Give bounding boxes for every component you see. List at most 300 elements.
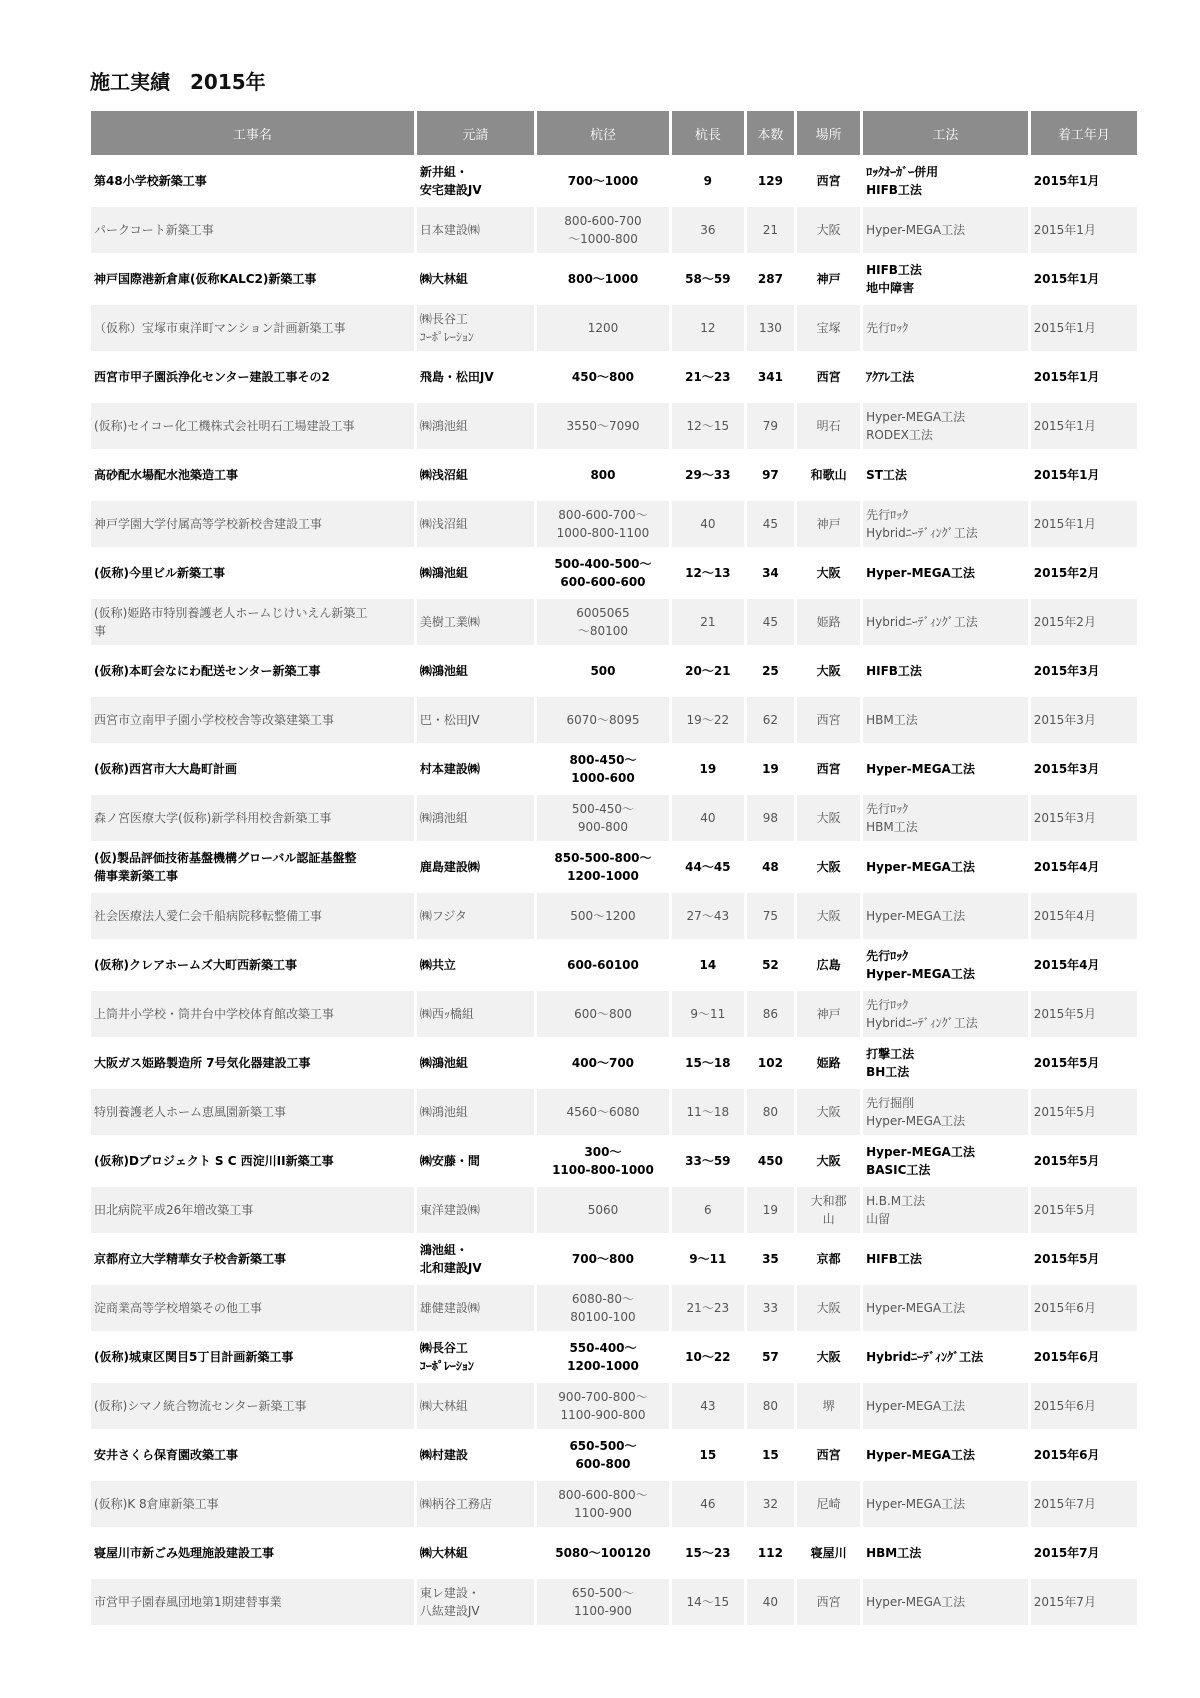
- cell-method: [863, 648, 1028, 694]
- cell-name: [91, 1530, 414, 1576]
- cell-start: 2015年6月: [1033, 1350, 1100, 1364]
- cell-count: 34: [762, 566, 779, 580]
- cell-name-line: 森ノ宮医療大学(仮称)新学科用校舎新築工事: [94, 811, 332, 825]
- cell-method-line: Hyper-MEGA工法: [866, 1301, 966, 1315]
- cell-diameter-line: 800～1000: [567, 272, 639, 286]
- cell-diameter-line: 650-500～: [571, 1586, 635, 1600]
- cell-contractor: [417, 1432, 534, 1478]
- cell-name-line: 社会医療法人愛仁会千船病院移転整備工事: [94, 909, 323, 923]
- cell-length: 12～13: [685, 566, 731, 580]
- cell-length: 9: [703, 174, 712, 188]
- cell-start: 2015年7月: [1033, 1546, 1100, 1560]
- cell-method-line: 打撃工法: [866, 1047, 915, 1061]
- cell-diameter: [537, 1285, 669, 1331]
- cell-start: 2015年6月: [1031, 1383, 1137, 1429]
- cell-contractor: [417, 746, 534, 792]
- cell-start: 2015年6月: [1033, 1448, 1100, 1462]
- table-row: [91, 1187, 1137, 1233]
- cell-diameter-line: 500: [590, 664, 616, 678]
- cell-diameter-line: 900-700-800～: [558, 1390, 648, 1404]
- cell-name-line: 特別養護老人ホーム恵風園新築工事: [94, 1105, 287, 1119]
- cell-count: 32: [747, 1481, 795, 1527]
- cell-diameter-line: 4560～6080: [566, 1105, 640, 1119]
- cell-method: [863, 1040, 1028, 1086]
- cell-name-line: 寝屋川市新ごみ処理施設建設工事: [94, 1546, 275, 1560]
- cell-name-line: (仮称)本町会なにわ配送センター新築工事: [94, 664, 321, 678]
- cell-name-line: 大阪ガス姫路製造所 7号気化器建設工事: [94, 1056, 311, 1070]
- table-row: [91, 1040, 1137, 1086]
- cell-name: [91, 1579, 414, 1625]
- cell-diameter: [537, 452, 669, 498]
- cell-method: [863, 1138, 1028, 1184]
- cell-start: 2015年5月: [1033, 1154, 1100, 1168]
- cell-method-line: HIFB工法: [866, 664, 922, 678]
- cell-diameter: [537, 795, 669, 841]
- cell-place: [797, 158, 860, 204]
- cell-place: [797, 746, 860, 792]
- cell-length: 46: [672, 1481, 744, 1527]
- cell-contractor: [417, 1138, 534, 1184]
- cell-diameter: [537, 942, 669, 988]
- cell-method: [863, 1579, 1028, 1625]
- cell-count: 450: [757, 1154, 783, 1168]
- cell-place: [797, 893, 860, 939]
- cell-diameter-line: 650-500～: [569, 1439, 637, 1453]
- cell-method-line: Hyper-MEGA工法: [866, 223, 966, 237]
- cell-diameter-line: 800-450～: [569, 753, 637, 767]
- cell-contractor: [417, 697, 534, 743]
- cell-diameter-line: ～80100: [577, 624, 629, 638]
- cell-contractor: [417, 991, 534, 1037]
- cell-count: 57: [762, 1350, 779, 1364]
- cell-method: [863, 1432, 1028, 1478]
- cell-diameter-line: 600-600-600: [560, 575, 646, 589]
- cell-place-line: 大阪: [816, 811, 841, 825]
- table-row: [91, 893, 1137, 939]
- cell-place: [797, 1481, 860, 1527]
- column-header-name: 工事名: [91, 111, 414, 155]
- cell-diameter-line: 1000-600: [571, 771, 635, 785]
- cell-diameter-line: 1100-900-800: [560, 1408, 646, 1422]
- cell-diameter-line: 1100-900: [574, 1604, 632, 1618]
- cell-contractor-line: 村本建設㈱: [419, 762, 480, 776]
- table-row: [91, 1334, 1137, 1380]
- cell-start: 2015年5月: [1031, 991, 1137, 1037]
- cell-count: 98: [747, 795, 795, 841]
- table-row: [91, 501, 1137, 547]
- cell-contractor-line: ㈱鴻池組: [419, 664, 468, 678]
- cell-place: [797, 942, 860, 988]
- cell-diameter-line: 500-450～: [571, 802, 635, 816]
- cell-contractor: [417, 795, 534, 841]
- cell-length: 40: [672, 501, 744, 547]
- cell-place: [797, 1383, 860, 1429]
- cell-length: 40: [672, 795, 744, 841]
- cell-count: 97: [762, 468, 779, 482]
- cell-place-line: 和歌山: [810, 468, 847, 482]
- cell-diameter: [537, 746, 669, 792]
- cell-start: 2015年7月: [1031, 1481, 1137, 1527]
- cell-method: [863, 746, 1028, 792]
- cell-start: 2015年5月: [1031, 1187, 1137, 1233]
- cell-length: 9～11: [689, 1252, 727, 1266]
- cell-diameter-line: 450～800: [571, 370, 635, 384]
- table-row: [91, 207, 1137, 253]
- cell-name-line: (仮称)姫路市特別養護老人ホームじけいえん新築工: [94, 606, 368, 620]
- cell-length: 21～23: [685, 370, 731, 384]
- cell-method: [863, 942, 1028, 988]
- cell-name: [91, 452, 414, 498]
- cell-contractor-line: 鴻池組・: [419, 1243, 468, 1257]
- cell-diameter: [537, 1187, 669, 1233]
- cell-place-line: 西宮: [816, 1448, 841, 1462]
- cell-diameter-line: 850-500-800～: [554, 851, 652, 865]
- cell-method-line: Hyper-MEGA工法: [866, 762, 975, 776]
- cell-method-line: Hybridﾆｰﾃﾞｨﾝｸﾞ工法: [866, 1350, 984, 1364]
- cell-diameter-line: 800-600-700: [564, 214, 642, 228]
- table-row: [91, 354, 1137, 400]
- cell-name-line: 備事業新築工事: [94, 869, 179, 883]
- cell-place-line: 西宮: [816, 174, 841, 188]
- cell-place: [797, 354, 860, 400]
- cell-place-line: 西宮: [816, 370, 841, 384]
- cell-name-line: (仮称)K 8倉庫新築工事: [94, 1497, 219, 1511]
- cell-method: [863, 1236, 1028, 1282]
- cell-method-line: BH工法: [866, 1065, 910, 1079]
- cell-place-line: 神戸: [816, 517, 841, 531]
- cell-start: 2015年1月: [1033, 370, 1100, 384]
- cell-contractor: [417, 158, 534, 204]
- cell-count: 25: [762, 664, 779, 678]
- cell-diameter: [537, 158, 669, 204]
- cell-name-line: 西宮市甲子園浜浄化センター建設工事その2: [94, 370, 330, 384]
- cell-name: [91, 893, 414, 939]
- cell-name-line: 神戸学園大学付属高等学校新校舎建設工事: [94, 517, 323, 531]
- cell-place: [797, 991, 860, 1037]
- cell-diameter: [537, 1579, 669, 1625]
- cell-length: 27～43: [672, 893, 744, 939]
- cell-diameter: [537, 991, 669, 1037]
- cell-start: 2015年2月: [1031, 599, 1137, 645]
- cell-count: 19: [747, 1187, 795, 1233]
- cell-place-line: 大和郡: [810, 1194, 847, 1208]
- cell-name: [91, 256, 414, 302]
- cell-contractor-line: ㈱村建設: [419, 1448, 468, 1462]
- cell-method-line: Hybridﾆｰﾃﾞｨﾝｸﾞ工法: [866, 1016, 978, 1030]
- cell-place-line: 大阪: [816, 1105, 841, 1119]
- cell-contractor-line: ㈱長谷工: [419, 312, 468, 326]
- cell-diameter-line: 600-800: [575, 1457, 631, 1471]
- cell-contractor: [417, 305, 534, 351]
- cell-method-line: Hyper-MEGA工法: [866, 860, 975, 874]
- cell-start: 2015年3月: [1031, 697, 1137, 743]
- table-body: [91, 158, 1137, 1625]
- cell-method: [863, 550, 1028, 596]
- cell-diameter: [537, 354, 669, 400]
- cell-name: [91, 403, 414, 449]
- cell-contractor-line: ㈱安藤・間: [419, 1154, 480, 1168]
- table-row: [91, 1383, 1137, 1429]
- cell-place: [797, 697, 860, 743]
- cell-count: 15: [762, 1448, 779, 1462]
- cell-contractor-line: ㈱鴻池組: [419, 419, 468, 433]
- cell-method-line: HIFB工法: [866, 263, 922, 277]
- cell-count: 341: [757, 370, 783, 384]
- cell-length: 33～59: [685, 1154, 731, 1168]
- cell-method: [863, 1285, 1028, 1331]
- column-header-start: 着工年月: [1031, 111, 1137, 155]
- cell-diameter: [537, 305, 669, 351]
- cell-place-line: 西宮: [816, 1595, 841, 1609]
- column-header-length: 杭長: [672, 111, 744, 155]
- cell-diameter: [537, 599, 669, 645]
- cell-method: [863, 1383, 1028, 1429]
- cell-contractor-line: 鹿島建設㈱: [419, 860, 480, 874]
- cell-name: [91, 550, 414, 596]
- cell-place-line: 山: [822, 1212, 835, 1226]
- cell-place-line: 広島: [816, 958, 841, 972]
- cell-length: 9～11: [672, 991, 744, 1037]
- cell-place-line: 大阪: [816, 566, 841, 580]
- cell-contractor-line: ｺｰﾎﾟﾚｰｼｮﾝ: [419, 330, 474, 344]
- cell-count: 62: [747, 697, 795, 743]
- cell-method: [863, 1334, 1028, 1380]
- cell-name: [91, 1285, 414, 1331]
- cell-place: [797, 1138, 860, 1184]
- cell-method-line: 先行ﾛｯｸ: [866, 321, 909, 335]
- cell-diameter: [537, 844, 669, 890]
- cell-place-line: 西宮: [816, 713, 841, 727]
- cell-name-line: (仮称)城東区関目5丁目計画新築工事: [94, 1350, 294, 1364]
- cell-method: [863, 1481, 1028, 1527]
- cell-count: 112: [757, 1546, 783, 1560]
- cell-diameter: [537, 1530, 669, 1576]
- column-header-diameter: 杭径: [537, 111, 669, 155]
- cell-name: [91, 1432, 414, 1478]
- cell-name: [91, 991, 414, 1037]
- cell-diameter-line: 400～700: [571, 1056, 635, 1070]
- table-row: [91, 256, 1137, 302]
- cell-length: 21: [672, 599, 744, 645]
- cell-diameter-line: 1100-800-1000: [552, 1163, 654, 1177]
- cell-contractor-line: 日本建設㈱: [419, 223, 480, 237]
- cell-method: [863, 697, 1028, 743]
- cell-start: 2015年3月: [1033, 664, 1100, 678]
- cell-diameter-line: 500～1200: [570, 909, 636, 923]
- cell-name: [91, 599, 414, 645]
- cell-place-line: 京都: [816, 1252, 841, 1266]
- cell-contractor: [417, 1040, 534, 1086]
- cell-method-line: Hyper-MEGA工法: [866, 410, 966, 424]
- cell-diameter-line: 5060: [587, 1203, 619, 1217]
- cell-length: 44～45: [685, 860, 731, 874]
- cell-contractor-line: ㈱鴻池組: [419, 566, 468, 580]
- cell-method-line: Hyper-MEGA工法: [866, 1448, 975, 1462]
- cell-name-line: 第48小学校新築工事: [94, 174, 207, 188]
- cell-name-line: 市営甲子園春風団地第1期建替事業: [94, 1595, 282, 1609]
- cell-method: [863, 599, 1028, 645]
- cell-method-line: ｱｸｱﾚ工法: [866, 370, 915, 384]
- table-row: [91, 697, 1137, 743]
- cell-method-line: 先行掘削: [866, 1096, 915, 1110]
- cell-name-line: (仮称)Dプロジェクト S C 西淀川II新築工事: [94, 1154, 334, 1168]
- cell-method-line: 地中障害: [866, 281, 915, 295]
- table-row: [91, 795, 1137, 841]
- cell-diameter-line: 550-400～: [569, 1341, 637, 1355]
- cell-method: [863, 354, 1028, 400]
- cell-contractor-line: ㈱鴻池組: [419, 1056, 468, 1070]
- cell-diameter: [537, 1432, 669, 1478]
- cell-count: 45: [747, 599, 795, 645]
- cell-start: 2015年4月: [1033, 860, 1100, 874]
- cell-name: [91, 158, 414, 204]
- cell-method: [863, 501, 1028, 547]
- cell-contractor: [417, 354, 534, 400]
- cell-contractor-line: ㈱フジタ: [419, 909, 467, 923]
- cell-method: [863, 305, 1028, 351]
- cell-count: 102: [757, 1056, 783, 1070]
- cell-name: [91, 1187, 414, 1233]
- cell-place-line: 堺: [822, 1399, 835, 1413]
- table-row: [91, 991, 1137, 1037]
- cell-method-line: RODEX工法: [866, 428, 933, 442]
- cell-method-line: HBM工法: [866, 820, 918, 834]
- cell-contractor: [417, 1187, 534, 1233]
- cell-name: [91, 1236, 414, 1282]
- cell-length: 19: [699, 762, 717, 776]
- cell-diameter-line: 700～800: [571, 1252, 635, 1266]
- cell-count: 19: [762, 762, 779, 776]
- table-row: [91, 844, 1137, 890]
- cell-contractor: [417, 1285, 534, 1331]
- cell-contractor-line: ㈱共立: [419, 958, 456, 972]
- cell-name-line: 神戸国際港新倉庫(仮称KALC2)新築工事: [94, 272, 317, 286]
- cell-diameter-line: ～1000-800: [568, 232, 638, 246]
- cell-start: 2015年3月: [1033, 762, 1100, 776]
- cell-count: 33: [747, 1285, 795, 1331]
- cell-start: 2015年1月: [1031, 501, 1137, 547]
- cell-place-line: 神戸: [816, 272, 841, 286]
- cell-diameter-line: 800-600-700～: [558, 508, 648, 522]
- cell-contractor: [417, 207, 534, 253]
- cell-contractor-line: ㈱浅沼組: [419, 517, 468, 531]
- cell-place: [797, 1040, 860, 1086]
- cell-contractor-line: 北和建設JV: [419, 1261, 482, 1275]
- cell-diameter: [537, 550, 669, 596]
- cell-diameter: [537, 1040, 669, 1086]
- cell-name-line: (仮称)今里ビル新築工事: [94, 566, 225, 580]
- cell-name: [91, 648, 414, 694]
- column-header-method: 工法: [863, 111, 1028, 155]
- cell-name-line: 上筒井小学校・筒井台中学校体育館改築工事: [94, 1007, 335, 1021]
- cell-diameter-line: 600-60100: [567, 958, 639, 972]
- cell-method-line: ﾛｯｸｵｰｶﾞｰ併用: [866, 165, 939, 179]
- cell-place-line: 西宮: [816, 762, 841, 776]
- cell-method-line: Hyper-MEGA工法: [866, 1145, 975, 1159]
- cell-diameter: [537, 893, 669, 939]
- cell-length: 6: [672, 1187, 744, 1233]
- cell-method: [863, 207, 1028, 253]
- cell-method-line: HBM工法: [866, 1546, 922, 1560]
- cell-diameter-line: 1200-1000: [567, 1359, 639, 1373]
- cell-diameter-line: 1200: [587, 321, 619, 335]
- cell-diameter-line: 6070～8095: [566, 713, 640, 727]
- cell-place-line: 姫路: [816, 1056, 841, 1070]
- table-row: [91, 648, 1137, 694]
- cell-start: 2015年5月: [1031, 1089, 1137, 1135]
- cell-start: 2015年5月: [1033, 1056, 1100, 1070]
- page-title: 施工実績 2015年: [90, 70, 266, 94]
- cell-name: [91, 354, 414, 400]
- cell-contractor-line: 安宅建設JV: [419, 183, 482, 197]
- cell-contractor-line: 巴・松田JV: [419, 713, 480, 727]
- cell-place: [797, 452, 860, 498]
- cell-name-line: (仮称)セイコー化工機株式会社明石工場建設工事: [94, 419, 355, 433]
- cell-diameter: [537, 1481, 669, 1527]
- cell-count: 80: [747, 1089, 795, 1135]
- cell-count: 75: [747, 893, 795, 939]
- cell-length: 14～15: [672, 1579, 744, 1625]
- cell-place-line: 明石: [816, 419, 841, 433]
- cell-name-line: 京都府立大学精華女子校舎新築工事: [94, 1252, 287, 1266]
- cell-method-line: 先行ﾛｯｸ: [866, 949, 909, 963]
- cell-length: 11～18: [672, 1089, 744, 1135]
- cell-contractor: [417, 1383, 534, 1429]
- cell-diameter: [537, 1383, 669, 1429]
- cell-start: 2015年1月: [1031, 305, 1137, 351]
- cell-place-line: 大阪: [816, 664, 841, 678]
- cell-method: [863, 158, 1028, 204]
- table-row: [91, 746, 1137, 792]
- cell-place: [797, 1089, 860, 1135]
- cell-place-line: 姫路: [816, 615, 841, 629]
- cell-diameter-line: 1200-1000: [567, 869, 639, 883]
- cell-method-line: HIFB工法: [866, 1252, 922, 1266]
- cell-diameter: [537, 207, 669, 253]
- cell-contractor: [417, 893, 534, 939]
- cell-contractor-line: 美樹工業㈱: [419, 615, 480, 629]
- cell-diameter: [537, 1089, 669, 1135]
- cell-count: 45: [747, 501, 795, 547]
- cell-place: [797, 207, 860, 253]
- cell-place: [797, 795, 860, 841]
- cell-method-line: Hyper-MEGA工法: [866, 909, 966, 923]
- cell-place: [797, 599, 860, 645]
- table-row: [91, 1530, 1137, 1576]
- table-row: [91, 1089, 1137, 1135]
- cell-count: 86: [747, 991, 795, 1037]
- cell-method-line: Hybridﾆｰﾃﾞｨﾝｸﾞ工法: [866, 615, 978, 629]
- cell-place-line: 宝塚: [816, 321, 841, 335]
- cell-diameter: [537, 697, 669, 743]
- cell-diameter: [537, 501, 669, 547]
- cell-start: 2015年2月: [1033, 566, 1100, 580]
- cell-name: [91, 697, 414, 743]
- cell-length: 29～33: [685, 468, 731, 482]
- cell-length: 14: [699, 958, 717, 972]
- cell-method-line: ST工法: [866, 468, 907, 482]
- cell-length: 58～59: [685, 272, 731, 286]
- cell-diameter-line: 800: [590, 468, 616, 482]
- cell-start: 2015年5月: [1033, 1252, 1100, 1266]
- cell-length: 43: [672, 1383, 744, 1429]
- cell-diameter-line: 300～: [584, 1145, 622, 1159]
- header-row: [91, 111, 1137, 155]
- cell-contractor: [417, 844, 534, 890]
- cell-diameter-line: 600～800: [574, 1007, 632, 1021]
- cell-length: 12: [672, 305, 744, 351]
- cell-contractor: [417, 942, 534, 988]
